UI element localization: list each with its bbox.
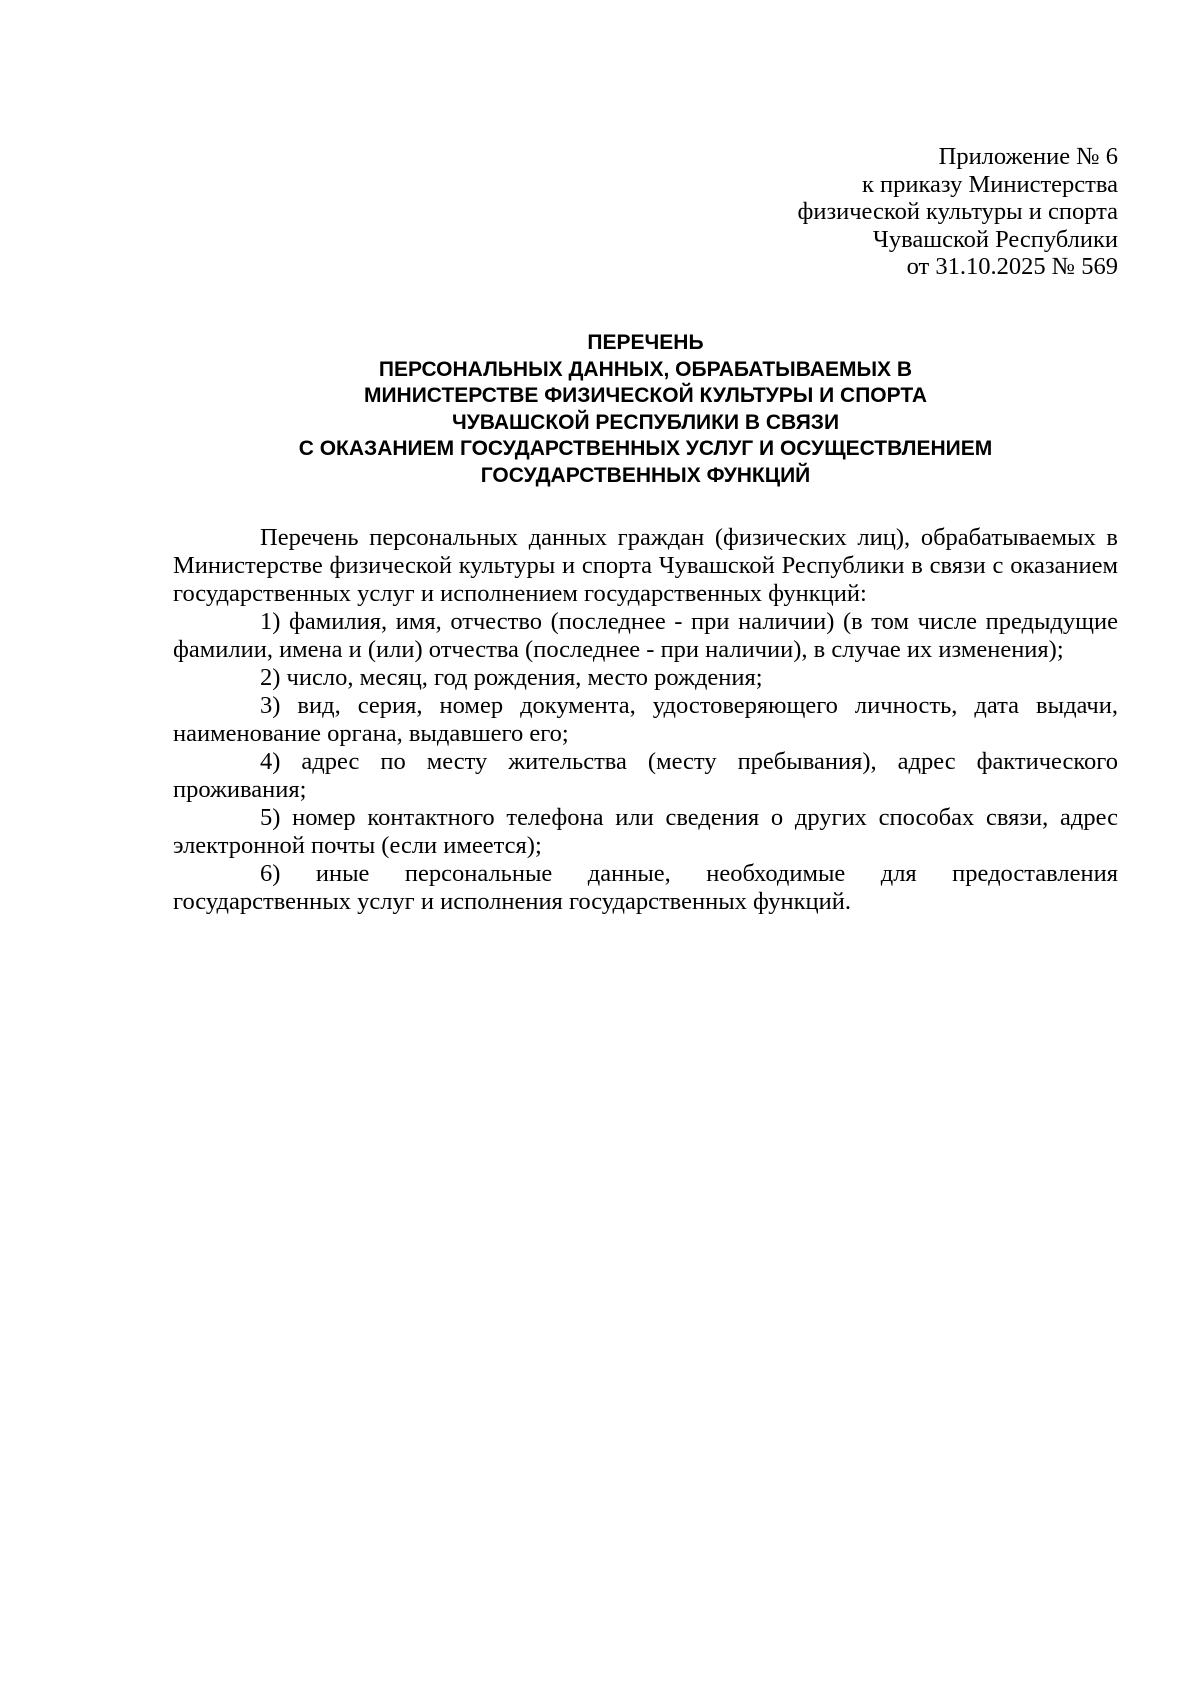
appendix-header xyxy=(797,143,1118,281)
title-line: ГОСУДАРСТВЕННЫХ ФУНКЦИЙ xyxy=(480,463,811,487)
document-title xyxy=(173,330,1118,489)
title-line: ЧУВАШСКОЙ РЕСПУБЛИКИ В СВЯЗИ xyxy=(451,410,840,434)
list-item: 5) номер контактного телефона или сведения о других способах связи, адрес электронной почты (если имеется); xyxy=(173,804,1118,859)
list-item: 4) адрес по месту жительства (месту пребывания), адрес фактического проживания; xyxy=(173,748,1118,803)
appendix-order-reference: к приказу Министерства xyxy=(862,170,1118,198)
title-line: ПЕРСОНАЛЬНЫХ ДАННЫХ, ОБРАБАТЫВАЕМЫХ В xyxy=(378,357,913,381)
appendix-republic-name: Чувашской Республики xyxy=(872,225,1118,253)
title-line: ПЕРЕЧЕНЬ xyxy=(587,331,704,354)
title-line: С ОКАЗАНИЕМ ГОСУДАРСТВЕННЫХ УСЛУГ И ОСУЩЕСТВЛЕНИЕМ xyxy=(298,437,993,460)
appendix-number: Приложение № 6 xyxy=(938,143,1118,170)
list-item: 3) вид, серия, номер документа, удостоверяющего личность, дата выдачи, наименование органа, выдавшего его; xyxy=(173,692,1118,747)
title-line: МИНИСТЕРСТВЕ ФИЗИЧЕСКОЙ КУЛЬТУРЫ И СПОРТА xyxy=(363,384,928,407)
intro-paragraph: Перечень персональных данных граждан (физических лиц), обрабатываемых в Министерстве физической культуры и спорта Чувашской Республики в связи с оказанием государственных услуг и исполнением государственных функций: xyxy=(173,524,1118,607)
list-item: 2) число, месяц, год рождения, место рождения; xyxy=(260,664,763,691)
appendix-ministry-name: физической культуры и спорта xyxy=(797,198,1118,225)
document-body xyxy=(173,524,1118,916)
list-item: 6) иные персональные данные, необходимые для предоставления государственных услуг и исполнения государственных функций. xyxy=(173,860,1118,915)
appendix-order-date-number: от 31.10.2025 № 569 xyxy=(906,253,1118,280)
list-item: 1) фамилия, имя, отчество (последнее - при наличии) (в том числе предыдущие фамилии, имена и (или) отчества (последнее - при наличии), в случае их изменения); xyxy=(173,608,1118,663)
